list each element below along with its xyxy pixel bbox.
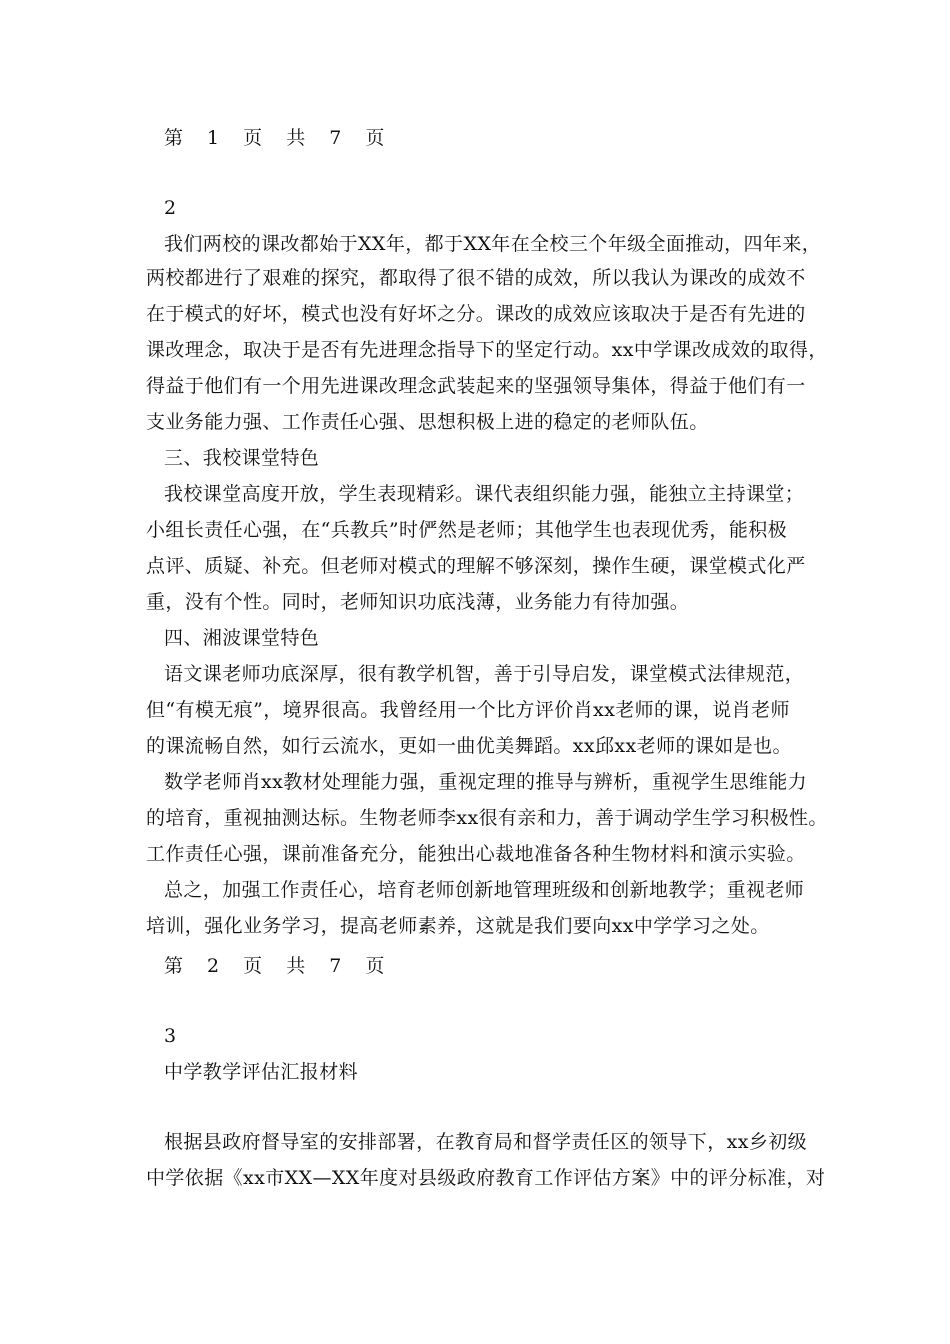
paragraph-line: 的培育，重视抽测达标。生物老师李xx很有亲和力，善于调动学生学习积极性。: [146, 807, 828, 829]
paragraph-line: 我们两校的课改都始于XX年，都于XX年在全校三个年级全面推动，四年来，: [164, 233, 822, 255]
section-heading: 四、湘波课堂特色: [164, 627, 320, 649]
section-heading: 三、我校课堂特色: [164, 447, 320, 469]
paragraph-line: 我校课堂高度开放，学生表现精彩。课代表组织能力强，能独立主持课堂；: [164, 483, 805, 505]
paragraph-line: 重，没有个性。同时，老师知识功底浅薄，业务能力有待加强。: [146, 591, 690, 613]
document-title: 中学教学评估汇报材料: [164, 1061, 359, 1083]
paragraph-line: 在于模式的好坏，模式也没有好坏之分。课改的成效应该取决于是否有先进的: [146, 303, 806, 325]
page-number: 3: [164, 1025, 177, 1047]
page-footer: 第 2 页 共 7 页: [164, 955, 394, 977]
paragraph-line: 得益于他们有一个用先进课改理念武装起来的坚强领导集体，得益于他们有一: [146, 375, 806, 397]
paragraph-line: 语文课老师功底深厚，很有教学机智，善于引导启发，课堂模式法律规范，: [164, 663, 805, 685]
paragraph-line: 中学依据《xx市XX—XX年度对县级政府教育工作评估方案》中的评分标准，对: [146, 1167, 826, 1189]
paragraph-line: 两校都进行了艰难的探究，都取得了很不错的成效，所以我认为课改的成效不: [146, 267, 806, 289]
paragraph-line: 课改理念，取决于是否有先进理念指导下的坚定行动。xx中学课改成效的取得，: [146, 339, 828, 361]
page-number: 2: [164, 197, 177, 219]
paragraph-line: 的课流畅自然，如行云流水，更如一曲优美舞蹈。xx邱xx老师的课如是也。: [146, 735, 792, 757]
paragraph-line: 根据县政府督导室的安排部署，在教育局和督学责任区的领导下，xx乡初级: [164, 1131, 808, 1153]
paragraph-line: 总之，加强工作责任心，培育老师创新地管理班级和创新地教学；重视老师: [164, 879, 805, 901]
page-footer: 第 1 页 共 7 页: [164, 127, 394, 149]
paragraph-line: 小组长责任心强，在“兵教兵”时俨然是老师；其他学生也表现优秀，能积极: [146, 519, 788, 541]
paragraph-line: 但“有模无痕”，境界很高。我曾经用一个比方评价肖xx老师的课，说肖老师: [146, 699, 790, 721]
paragraph-line: 数学老师肖xx教材处理能力强，重视定理的推导与辨析，重视学生思维能力: [164, 771, 808, 793]
paragraph-line: 支业务能力强、工作责任心强、思想积极上进的稳定的老师队伍。: [146, 411, 709, 433]
paragraph-line: 点评、质疑、补充。但老师对模式的理解不够深刻，操作生硬，课堂模式化严: [146, 555, 806, 577]
paragraph-line: 培训，强化业务学习，提高老师素养，这就是我们要向xx中学学习之处。: [146, 915, 770, 937]
paragraph-line: 工作责任心强，课前准备充分，能独出心裁地准备各种生物材料和演示实验。: [146, 843, 806, 865]
